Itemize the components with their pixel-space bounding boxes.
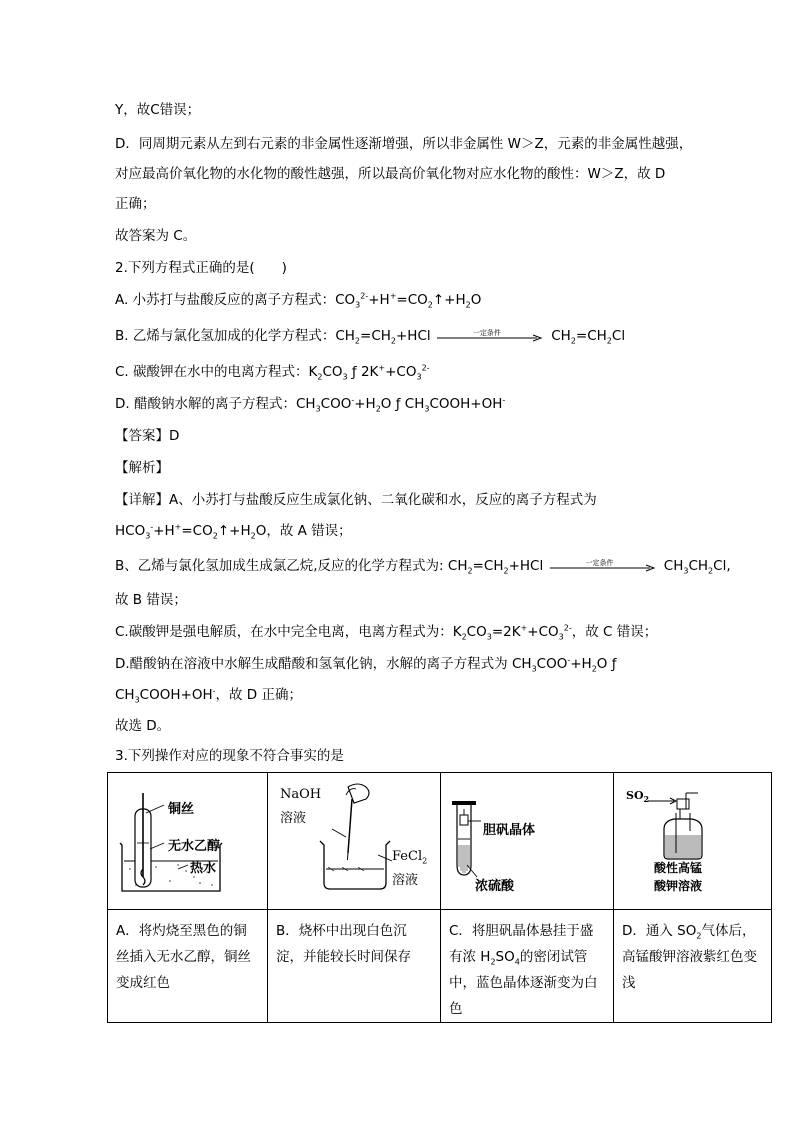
text-line: 故选 D。	[115, 718, 171, 734]
label-kmno4-1: 酸性高锰	[654, 861, 703, 875]
arrow-right-icon	[437, 334, 543, 342]
option-cell-d: D．通入 $SO_2$气体后，高锰酸钾溶液紫红色变浅	[614, 910, 772, 1023]
label-crystal: 胆矾晶体	[483, 823, 536, 838]
text-line: 正确；	[115, 196, 156, 212]
text-line: 对应最高价氧化物的水化物的酸性越强，所以最高价氧化物对应水化物的酸性：W＞Z，故 D	[115, 166, 666, 182]
label-acid: 浓硫酸	[475, 879, 515, 894]
text-line: C.碳酸钾是强电解质，在水中完全电离，电离方程式为：$K_2CO_3=2K^++CO_3^{2-}$，故 C 错误；	[115, 623, 658, 642]
question-3-title: 3.下列操作对应的现象不符合事实的是	[115, 748, 344, 764]
option-2a: A. 小苏打与盐酸反应的离子方程式：$CO_3^{2-}+H^+=CO_2↑+H_2O$	[115, 291, 482, 310]
label-ethanol: 无水乙醇	[168, 839, 221, 854]
option-2b: B. 乙烯与氯化氢加成的化学方程式：$CH_2=CH_2+HCl$ 一定条件 $CH_2=CH_2Cl$	[115, 328, 626, 346]
analysis-label: 【解析】	[115, 460, 169, 476]
label-naoh-solution: 溶液	[280, 811, 307, 826]
option-2c: C. 碳酸钾在水中的电离方程式：$K_2CO_3$ ƒ $2K^++CO_3^{2-}$	[115, 363, 430, 382]
option-cell-a: A．将灼烧至黑色的铜丝插入无水乙醇，铜丝变成红色	[108, 910, 268, 1023]
text-line: 故 B 错误；	[115, 592, 187, 608]
label-copper: 铜丝	[168, 802, 195, 817]
text-line: 【详解】A、小苏打与盐酸反应生成氯化钠、二氧化碳和水，反应的离子方程式为	[115, 492, 597, 508]
label-naoh: NaOH	[280, 787, 322, 802]
text-line: $HCO_3^-+H^+=CO_2↑+H_2O$，故 A 错误；	[115, 522, 352, 541]
figure-cell-b	[268, 773, 441, 910]
condition-arrow: 一定条件	[437, 326, 545, 346]
label-fecl2-solution: 溶液	[392, 873, 419, 888]
label-hot-water: 热水	[190, 861, 217, 876]
answer-label: 【答案】D	[115, 428, 180, 444]
text-line: 故答案为 C。	[115, 228, 197, 244]
label-fecl2: FeCl$_2$	[392, 849, 428, 866]
arrow-right-icon	[550, 564, 656, 572]
option-cell-b: B．烧杯中出现白色沉淀，并能较长时间保存	[268, 910, 441, 1023]
figure-cell-c	[441, 773, 614, 910]
text-line: $CH_3COOH+OH^-$，故 D 正确；	[115, 686, 302, 705]
option-cell-c: C．将胆矾晶体悬挂于盛有浓 $H_2SO_4$的密闭试管中，蓝色晶体逐渐变为白色	[441, 910, 614, 1023]
operations-table	[107, 772, 772, 1023]
condition-arrow: 一定条件	[550, 556, 658, 576]
test-tube-icon	[441, 773, 614, 909]
text-line: Y，故C错误；	[115, 102, 201, 118]
text-line: D．同周期元素从左到右元素的非金属性逐渐增强，所以非金属性 W＞Z，元素的非金属性越强，	[115, 136, 693, 152]
text-line: D.醋酸钠在溶液中水解生成醋酸和氢氧化钠，水解的离子方程式为 $CH_3COO^-+H_2O$ ƒ	[115, 655, 617, 674]
figure-cell-d	[614, 773, 772, 910]
question-2-title: 2.下列方程式正确的是( )	[115, 260, 287, 276]
label-kmno4-2: 酸钾溶液	[654, 879, 703, 893]
label-so2: $SO_2$	[626, 789, 650, 805]
figure-cell-a	[108, 773, 268, 910]
text-line: B、乙烯与氯化氢加成生成氯乙烷,反应的化学方程式为: $CH_2=CH_2+HCl$ 一定条件 $CH_3CH_2Cl$,	[115, 558, 731, 576]
option-2d: D. 醋酸钠水解的离子方程式：$CH_3COO^-+H_2O$ ƒ $CH_3COOH+OH^-$	[115, 395, 506, 414]
